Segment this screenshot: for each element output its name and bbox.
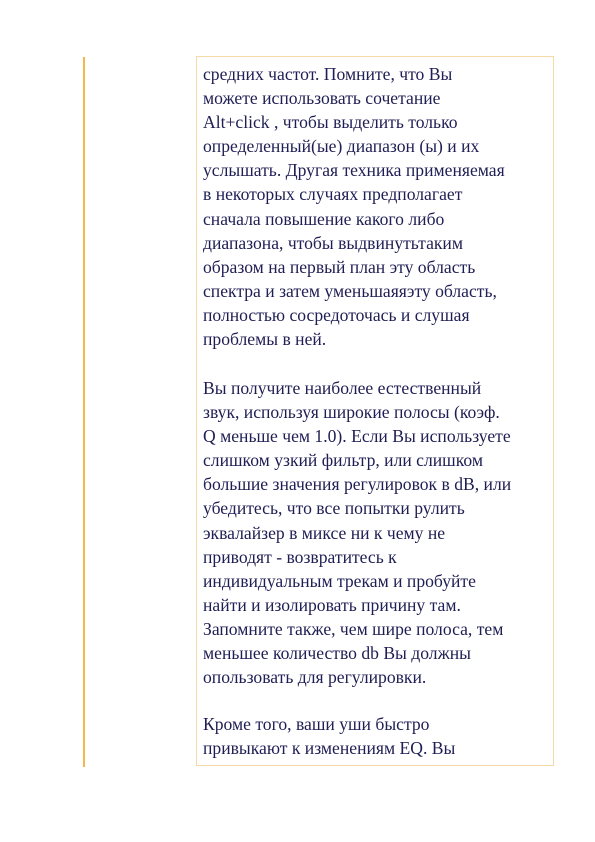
paragraph-2: Вы получите наиболее естественный звук, используя широкие полосы (коэф. Q меньше чем 1.0). Если Вы используете слишком узкий фильтр, или слишком большие значения регулировок в dB, или убедитесь, что все попытки рулить эквалайзер в миксе ни к чему не приводят - возвратитесь к индивидуальным трекам и пробуйте найти и изолировать причину там. Запомните также, чем шире полоса, тем меньшее количество db Вы должны опользовать для регулировки. [203,378,512,688]
paragraph-3: Кроме того, ваши уши быстро привыкают к изменениям EQ. Вы [203,714,456,759]
margin-rule [83,57,85,767]
paragraph-1: средних частот. Помните, что Вы можете использовать сочетание Alt+click , чтобы выделить только определенный(ые) диапазон (ы) и их услышать. Другая техника применяемая в некоторых случаях предполагает сначала повышение какого либо диапазона, чтобы выдвинутьтаким образом на первый план эту область спектра и затем уменьшаяяэту область, полностью сосредоточась и слушая проблемы в ней. [203,64,505,350]
text-frame [196,56,554,766]
